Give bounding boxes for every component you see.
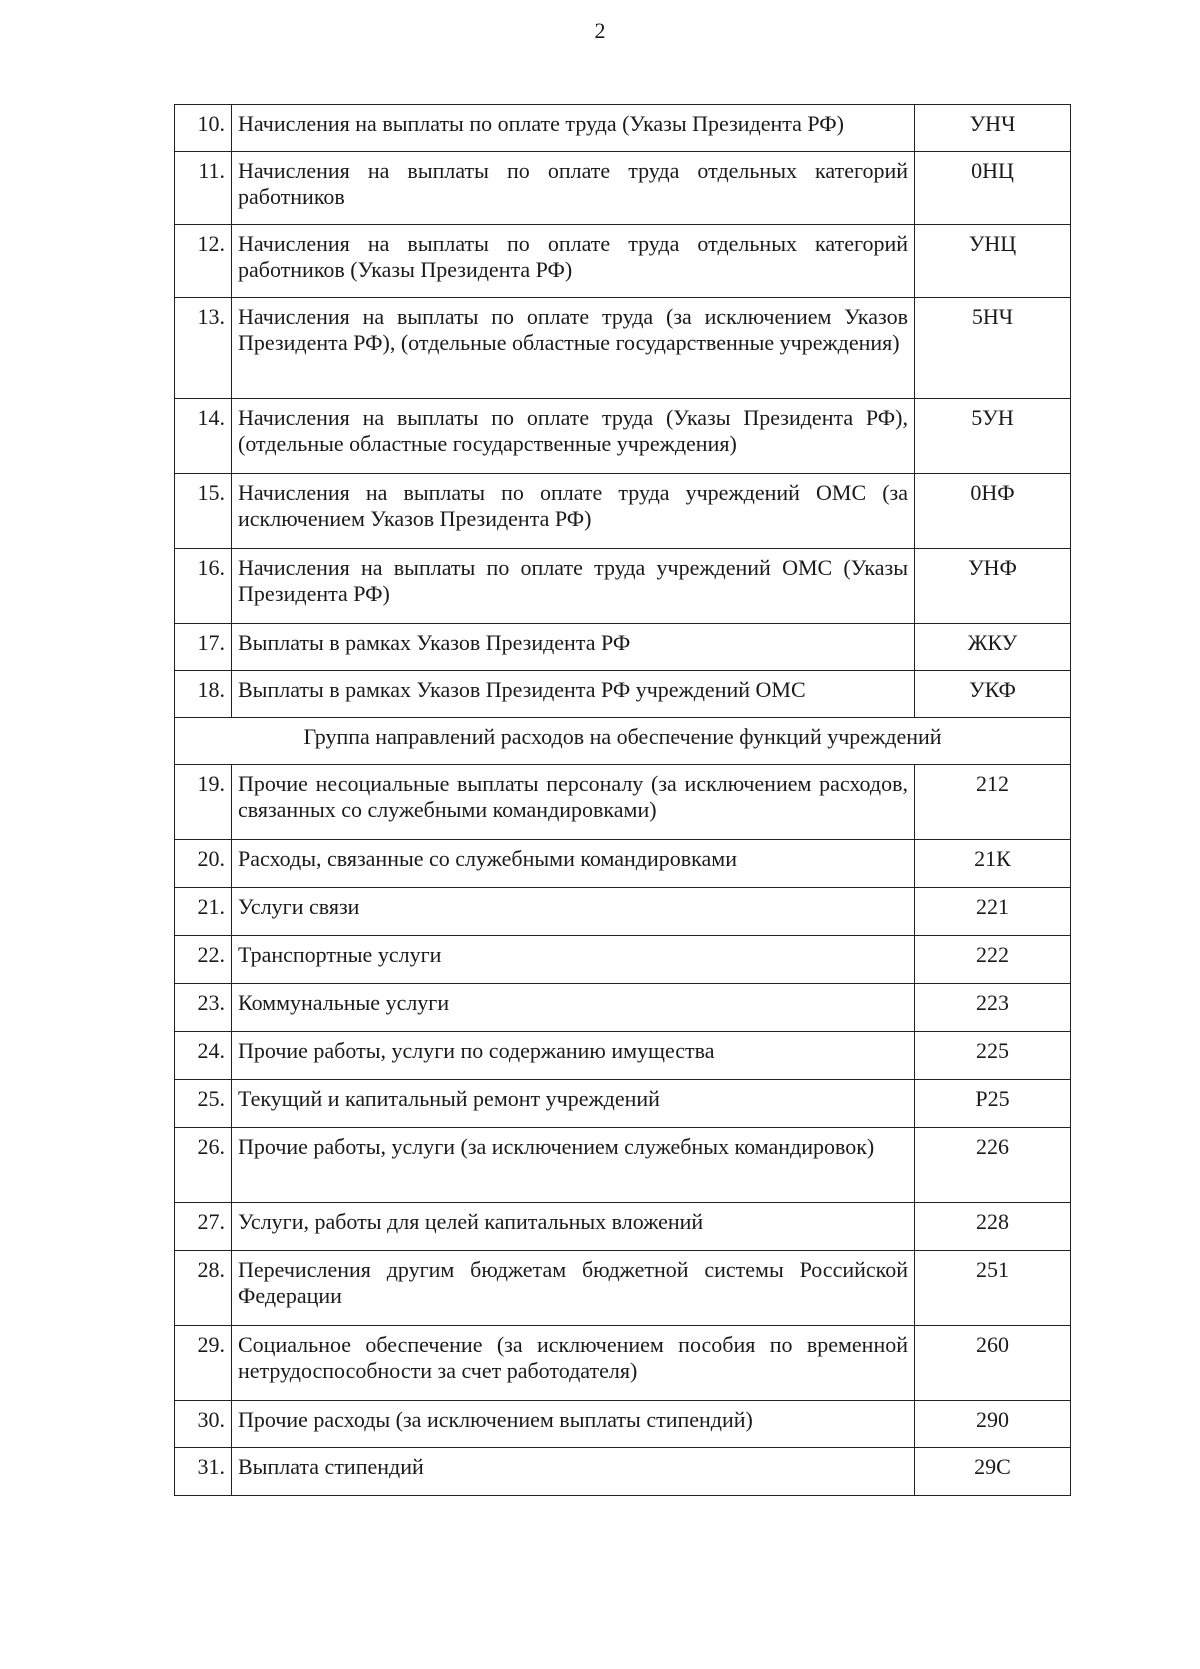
row-code: ЖКУ (915, 624, 1071, 671)
row-description: Начисления на выплаты по оплате труда (Указы Президента РФ), (отдельные областные государственные учреждения) (232, 399, 915, 474)
row-description: Перечисления другим бюджетам бюджетной системы Российской Федерации (232, 1251, 915, 1326)
row-number: 13. (175, 298, 232, 399)
table-row (175, 1448, 1071, 1496)
row-description: Транспортные услуги (232, 936, 915, 984)
table-body-before-group (175, 105, 1071, 718)
row-description: Начисления на выплаты по оплате труда (Указы Президента РФ) (232, 105, 915, 152)
row-description: Коммунальные услуги (232, 984, 915, 1032)
table-row (175, 549, 1071, 624)
row-number: 23. (175, 984, 232, 1032)
table-row (175, 765, 1071, 840)
table-row (175, 671, 1071, 718)
page-number: 2 (594, 18, 606, 43)
row-number: 20. (175, 840, 232, 888)
table-row (175, 936, 1071, 984)
row-description: Услуги, работы для целей капитальных вложений (232, 1203, 915, 1251)
row-number: 21. (175, 888, 232, 936)
table-row (175, 399, 1071, 474)
table-row (175, 225, 1071, 298)
row-number: 28. (175, 1251, 232, 1326)
row-description: Начисления на выплаты по оплате труда отдельных категорий работников (Указы Президента РФ) (232, 225, 915, 298)
row-number: 11. (175, 152, 232, 225)
row-number: 19. (175, 765, 232, 840)
row-number: 17. (175, 624, 232, 671)
row-description: Расходы, связанные со служебными командировками (232, 840, 915, 888)
row-number: 26. (175, 1128, 232, 1203)
row-code: 5НЧ (915, 298, 1071, 399)
row-number: 25. (175, 1080, 232, 1128)
table-body-after-group (175, 765, 1071, 1496)
table-row (175, 888, 1071, 936)
row-number: 27. (175, 1203, 232, 1251)
row-description: Начисления на выплаты по оплате труда учреждений ОМС (за исключением Указов Президента РФ) (232, 474, 915, 549)
row-code: 0НЦ (915, 152, 1071, 225)
row-code: 225 (915, 1032, 1071, 1080)
row-description: Начисления на выплаты по оплате труда учреждений ОМС (Указы Президента РФ) (232, 549, 915, 624)
row-code: УНФ (915, 549, 1071, 624)
table-row (175, 298, 1071, 399)
row-number: 29. (175, 1326, 232, 1401)
row-description: Прочие несоциальные выплаты персоналу (за исключением расходов, связанных со служебными командировками) (232, 765, 915, 840)
row-code: 260 (915, 1326, 1071, 1401)
row-number: 14. (175, 399, 232, 474)
table-row (175, 984, 1071, 1032)
table-row (175, 624, 1071, 671)
row-description: Начисления на выплаты по оплате труда отдельных категорий работников (232, 152, 915, 225)
row-code: 226 (915, 1128, 1071, 1203)
row-number: 24. (175, 1032, 232, 1080)
row-number: 10. (175, 105, 232, 152)
table-row (175, 1203, 1071, 1251)
row-code: 212 (915, 765, 1071, 840)
table-row (175, 105, 1071, 152)
row-code: 228 (915, 1203, 1071, 1251)
table-row (175, 152, 1071, 225)
row-description: Выплаты в рамках Указов Президента РФ (232, 624, 915, 671)
row-code: 0НФ (915, 474, 1071, 549)
table-row (175, 1128, 1071, 1203)
row-code: 222 (915, 936, 1071, 984)
row-description: Прочие работы, услуги по содержанию имущества (232, 1032, 915, 1080)
row-number: 18. (175, 671, 232, 718)
table-row (175, 1251, 1071, 1326)
row-code: УНЧ (915, 105, 1071, 152)
row-description: Текущий и капитальный ремонт учреждений (232, 1080, 915, 1128)
row-description: Прочие работы, услуги (за исключением служебных командировок) (232, 1128, 915, 1203)
table-group-section (175, 718, 1071, 765)
row-number: 30. (175, 1401, 232, 1448)
expense-directions-table (174, 104, 1071, 1496)
row-number: 16. (175, 549, 232, 624)
row-description: Социальное обеспечение (за исключением пособия по временной нетрудоспособности за счет работодателя) (232, 1326, 915, 1401)
row-code: 29С (915, 1448, 1071, 1496)
row-code: 223 (915, 984, 1071, 1032)
row-code: УКФ (915, 671, 1071, 718)
table-row (175, 1080, 1071, 1128)
row-code: 290 (915, 1401, 1071, 1448)
row-number: 15. (175, 474, 232, 549)
row-description: Выплаты в рамках Указов Президента РФ учреждений ОМС (232, 671, 915, 718)
row-description: Начисления на выплаты по оплате труда (за исключением Указов Президента РФ), (отдельные областные государственные учреждения) (232, 298, 915, 399)
table-row (175, 474, 1071, 549)
row-description: Выплата стипендий (232, 1448, 915, 1496)
row-description: Услуги связи (232, 888, 915, 936)
table-row (175, 1326, 1071, 1401)
row-code: УНЦ (915, 225, 1071, 298)
row-code: 5УН (915, 399, 1071, 474)
table-row (175, 840, 1071, 888)
table-row (175, 1032, 1071, 1080)
row-code: 21К (915, 840, 1071, 888)
table-row (175, 1401, 1071, 1448)
row-code: 251 (915, 1251, 1071, 1326)
group-header-row (175, 718, 1071, 765)
row-code: 221 (915, 888, 1071, 936)
group-header-cell: Группа направлений расходов на обеспечение функций учреждений (175, 718, 1071, 765)
row-number: 12. (175, 225, 232, 298)
row-number: 31. (175, 1448, 232, 1496)
row-description: Прочие расходы (за исключением выплаты стипендий) (232, 1401, 915, 1448)
row-code: Р25 (915, 1080, 1071, 1128)
row-number: 22. (175, 936, 232, 984)
